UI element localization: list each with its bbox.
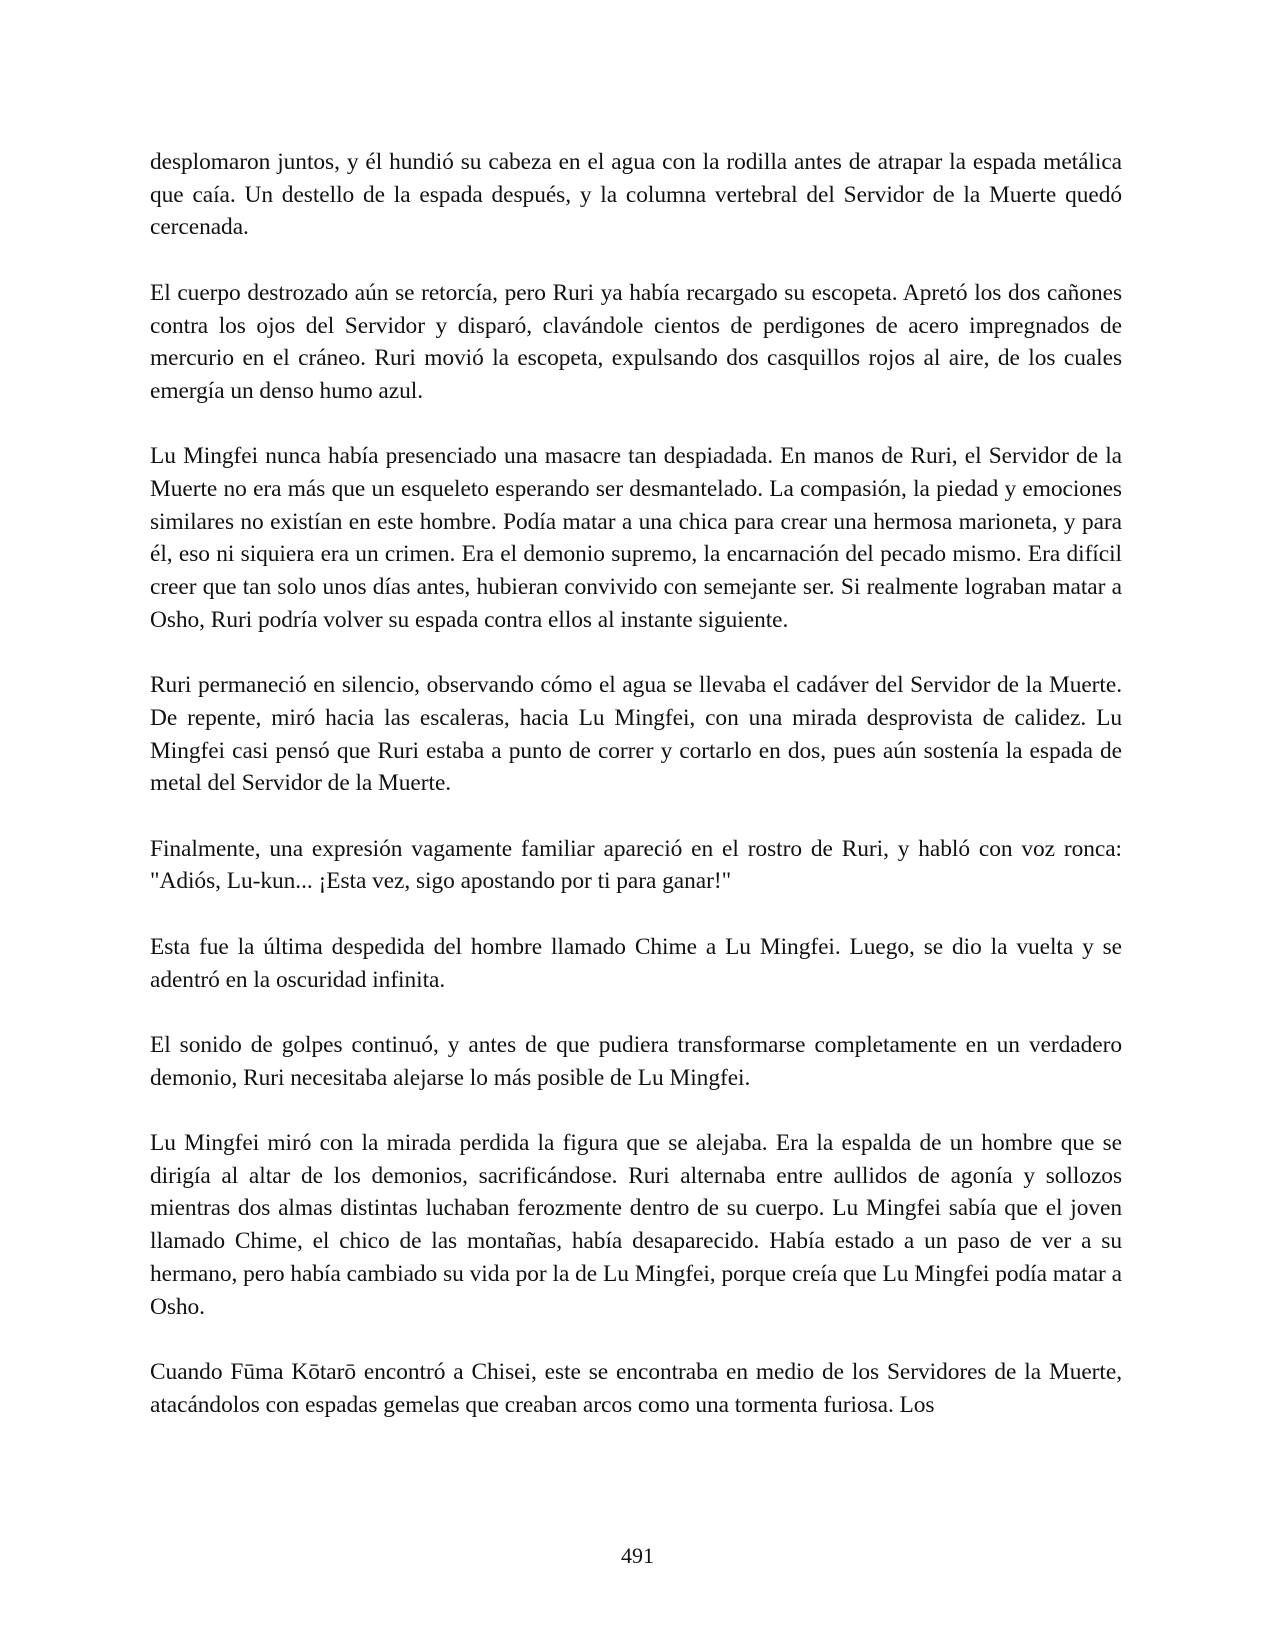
paragraph: Ruri permaneció en silencio, observando cómo el agua se llevaba el cadáver del Servidor de la Muerte. De repente, miró hacia las escaleras, hacia Lu Mingfei, con una mirada desprovista de calidez. Lu Mingfei casi pensó que Ruri estaba a punto de correr y cortarlo en dos, pues aún sostenía la espada de metal del Servidor de la Muerte. [150,672,1122,797]
page-number: 491 [621,1543,654,1568]
paragraph: Esta fue la última despedida del hombre llamado Chime a Lu Mingfei. Luego, se dio la vuelta y se adentró en la oscuridad infinita. [150,933,1122,993]
paragraph: Lu Mingfei nunca había presenciado una masacre tan despiadada. En manos de Ruri, el Servidor de la Muerte no era más que un esqueleto esperando ser desmantelado. La compasión, la piedad y emociones similares no existían en este hombre. Podía matar a una chica para crear una hermosa marioneta, y para él, eso ni siquiera era un crimen. Era el demonio supremo, la encarnación del pecado mismo. Era difícil creer que tan solo unos días antes, hubieran convivido con semejante ser. Si realmente lograban matar a Osho, Ruri podría volver su espada contra ellos al instante siguiente. [150,443,1122,633]
paragraph: Finalmente, una expresión vagamente familiar apareció en el rostro de Ruri, y habló con voz ronca: "Adiós, Lu-kun... ¡Esta vez, sigo apostando por ti para ganar!" [150,835,1122,895]
paragraph: El cuerpo destrozado aún se retorcía, pero Ruri ya había recargado su escopeta. Apretó los dos cañones contra los ojos del Servidor y disparó, clavándole cientos de perdigones de acero impregnados de mercurio en el cráneo. Ruri movió la escopeta, expulsando dos casquillos rojos al aire, de los cuales emergía un denso humo azul. [150,279,1122,404]
paragraph: Lu Mingfei miró con la mirada perdida la figura que se alejaba. Era la espalda de un hombre que se dirigía al altar de los demonios, sacrificándose. Ruri alternaba entre aullidos de agonía y sollozos mientras dos almas distintas luchaban ferozmente dentro de su cuerpo. Lu Mingfei sabía que el joven llamado Chime, el chico de las montañas, había desaparecido. Había estado a un paso de ver a su hermano, pero había cambiado su vida por la de Lu Mingfei, porque creía que Lu Mingfei podía matar a Osho. [150,1129,1122,1320]
paragraph: El sonido de golpes continuó, y antes de que pudiera transformarse completamente en un verdadero demonio, Ruri necesitaba alejarse lo más posible de Lu Mingfei. [150,1031,1122,1091]
paragraph: Cuando Fūma Kōtarō encontró a Chisei, este se encontraba en medio de los Servidores de la Muerte, atacándolos con espadas gemelas que creaban arcos como una tormenta furiosa. Los [150,1358,1122,1418]
body-text [150,146,1122,1421]
paragraph: desplomaron juntos, y él hundió su cabeza en el agua con la rodilla antes de atrapar la espada metálica que caía. Un destello de la espada después, y la columna vertebral del Servidor de la Muerte quedó cercenada. [150,149,1122,241]
